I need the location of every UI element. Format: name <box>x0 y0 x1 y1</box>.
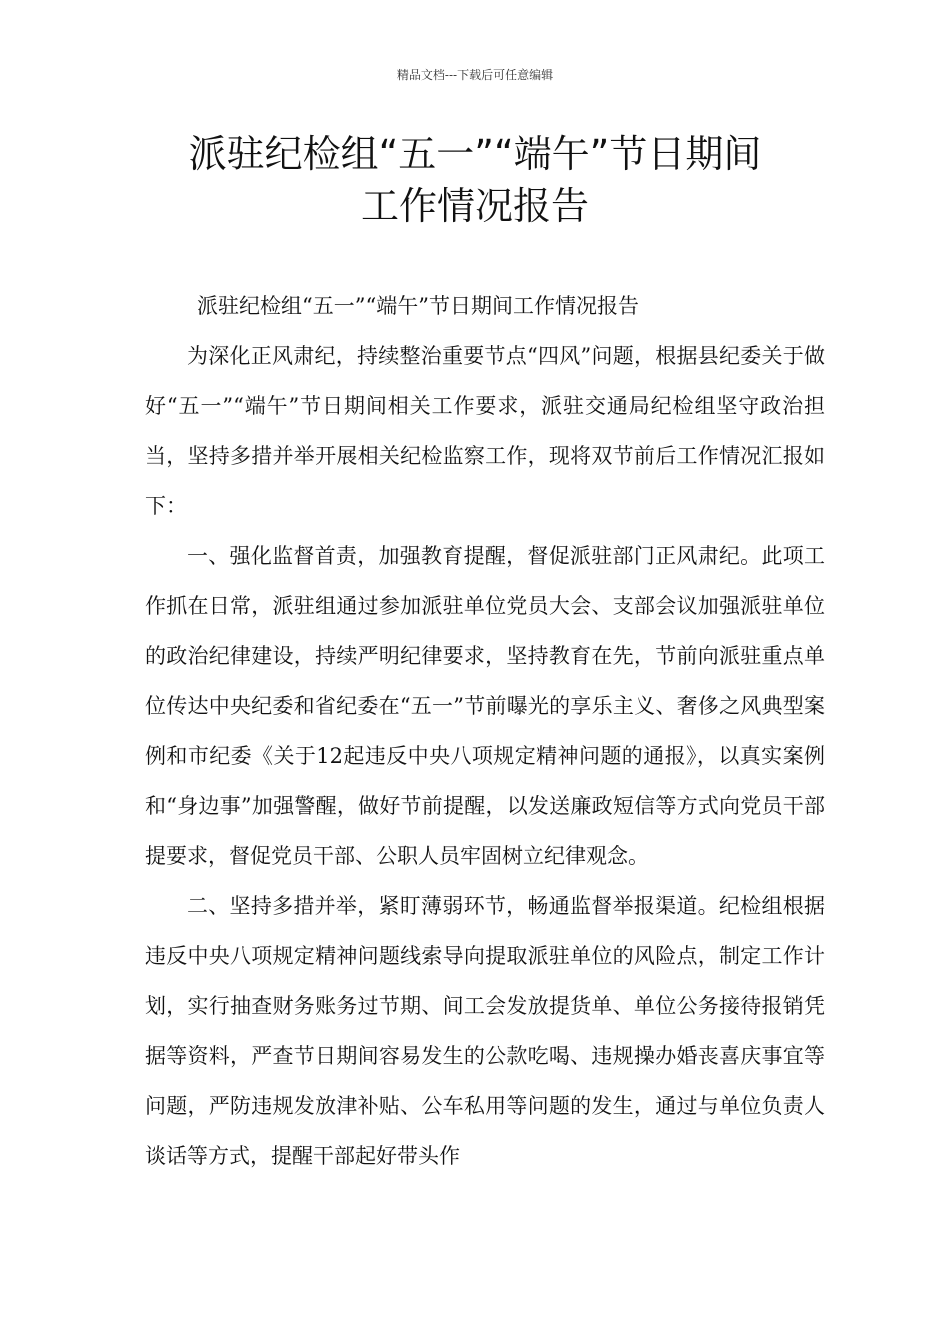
section-2-paragraph: 二、坚持多措并举，紧盯薄弱环节，畅通监督举报渠道。纪检组根据违反中央八项规定精神问题线索导向提取派驻单位的风险点，制定工作计划，实行抽查财务账务过节期、间工会发放提货单、单位公务接待报销凭据等资料，严查节日期间容易发生的公款吃喝、违规操办婚丧喜庆事宜等问题，严防违规发放津补贴、公车私用等问题的发生，通过与单位负责人谈话等方式，提醒干部起好带头作 <box>145 894 825 1168</box>
section-1-paragraph: 一、强化监督首责，加强教育提醒，督促派驻部门正风肃纪。此项工作抓在日常，派驻组通过参加派驻单位党员大会、支部会议加强派驻单位的政治纪律建设，持续严明纪律要求，坚持教育在先，节前向派驻重点单位传达中央纪委和省纪委在“五一”节前曝光的享乐主义、奢侈之风典型案例和市纪委《关于12起违反中央八项规定精神问题的通报》，以真实案例和“身边事”加强警醒，做好节前提醒，以发送廉政短信等方式向党员干部提要求，督促党员干部、公职人员牢固树立纪律观念。 <box>145 544 825 868</box>
title-line-2: 工作情况报告 <box>360 184 589 228</box>
document-body <box>145 281 825 1181</box>
title-line-1: 派驻纪检组“五一”“端午”节日期间 <box>188 132 762 176</box>
page-title <box>100 128 850 232</box>
document-subtitle: 派驻纪检组“五一”“端午”节日期间工作情况报告 <box>197 294 639 318</box>
header-note: 精品文档---下载后可任意编辑 <box>396 68 554 82</box>
intro-paragraph: 为深化正风肃纪，持续整治重要节点“四风”问题，根据县纪委关于做好“五一”“端午”节日期间相关工作要求，派驻交通局纪检组坚守政治担当，坚持多措并举开展相关纪检监察工作，现将双节前后工作情况汇报如下： <box>145 344 825 518</box>
